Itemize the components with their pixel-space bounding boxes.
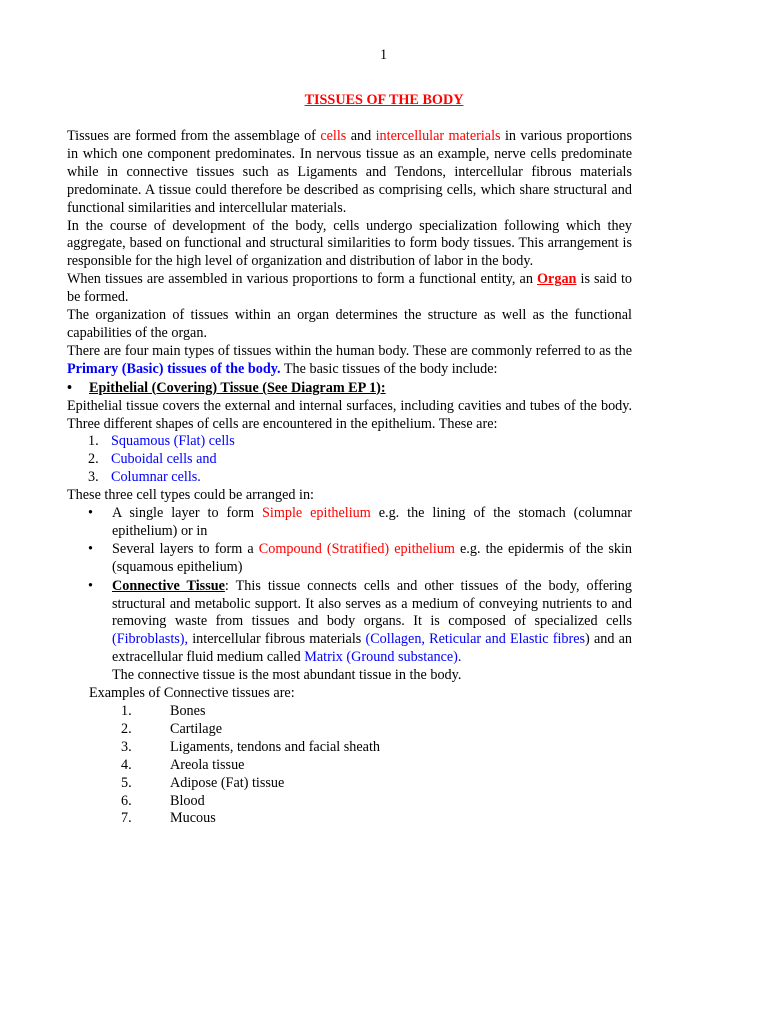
text-run: A single layer to form	[112, 505, 262, 522]
organ-paragraph	[67, 271, 632, 307]
page-number: 1	[380, 47, 388, 63]
list-label: Cartilage	[170, 720, 222, 737]
connective-heading: Connective Tissue	[112, 577, 225, 594]
list-label: Ligaments, tendons and facial sheath	[170, 738, 380, 755]
bullet-icon: •	[88, 577, 93, 594]
text-run: is said to be formed.	[67, 271, 632, 306]
list-number: 5.	[121, 774, 132, 791]
text-run: Several layers to form a	[112, 540, 259, 557]
list-item	[67, 757, 632, 775]
bullet-icon: •	[67, 379, 72, 396]
bullet-icon: •	[88, 505, 93, 522]
bullet-icon: •	[88, 540, 93, 557]
arrangement-intro: These three cell types could be arranged in:	[67, 487, 314, 504]
connective-tissue-item	[67, 578, 632, 668]
text-run: :	[224, 577, 229, 594]
text-run: in various proportions in which one component predominates. In nervous tissue as an example, nerve cells predominate while in connective tissues such as Ligaments and Tendons, intercellular fibrous materials predominate. A tissue could therefore be described as comprising cells, which share structural and functional similarities and intercellular materials.	[67, 128, 632, 216]
cell-shapes-list	[67, 433, 632, 487]
term-simple-epithelium: Simple epithelium	[261, 505, 371, 522]
list-item	[67, 793, 632, 811]
list-number: 2.	[121, 720, 132, 737]
list-item	[67, 721, 632, 739]
list-label: Squamous (Flat) cells	[111, 433, 235, 450]
examples-list	[67, 703, 632, 828]
compound-epithelium-item	[67, 541, 632, 577]
tissue-types-paragraph	[67, 343, 632, 379]
term-compound-epithelium: Compound (Stratified) epithelium	[258, 540, 455, 557]
connective-abundant-note: The connective tissue is the most abundant tissue in the body.	[112, 667, 462, 684]
examples-heading: Examples of Connective tissues are:	[89, 685, 295, 702]
term-primary-tissues: Primary (Basic) tissues of the body.	[67, 360, 281, 377]
list-item	[67, 810, 632, 828]
list-item	[67, 451, 632, 469]
term-collagen-fibres: (Collagen, Reticular and Elastic fibres	[365, 631, 586, 648]
list-item	[67, 775, 632, 793]
list-label: Columnar cells.	[111, 469, 201, 486]
text-run: When tissues are assembled in various proportions to form a functional entity, an	[67, 271, 538, 288]
epithelial-paragraph: Epithelial tissue covers the external and internal surfaces, including cavities and tubes of the body. Three different shapes of cells are encountered in the epithelium. These are:	[67, 397, 632, 432]
document-body	[67, 128, 632, 828]
list-number: 7.	[121, 810, 132, 827]
organization-paragraph: The organization of tissues within an organ determines the structure as well as the functional capabilities of the organ.	[67, 307, 632, 341]
list-item	[67, 703, 632, 721]
text-run: e.g. the lining of the stomach (columnar epithelium) or in	[112, 505, 632, 539]
list-number: 4.	[121, 756, 132, 773]
epithelial-heading	[67, 380, 632, 398]
list-number: 2.	[88, 451, 99, 468]
list-number: 1.	[88, 433, 99, 450]
list-label: Blood	[170, 792, 205, 809]
list-item	[67, 739, 632, 757]
development-paragraph: In the course of development of the body, cells undergo specialization following which they aggregate, based on functional and structural similarities to form body tissues. This arrangement is responsible for the high level of organization and distribution of labor in the body.	[67, 217, 632, 270]
term-cells: cells	[320, 128, 347, 144]
text-run: The basic tissues of the body include:	[280, 360, 498, 377]
simple-epithelium-item	[67, 505, 632, 541]
epithelial-heading-text: Epithelial (Covering) Tissue (See Diagram EP 1):	[89, 379, 386, 396]
list-label: Mucous	[170, 810, 216, 827]
text-run: ) and an extracellular fluid medium called	[112, 631, 632, 666]
list-number: 3.	[88, 469, 99, 486]
term-organ: Organ	[537, 271, 577, 288]
list-number: 3.	[121, 738, 132, 755]
text-run: This tissue connects cells and other tissues of the body, offering structural and metabolic support. It also serves as a medium of conveying nutrients to and removing waste from tissues and body organs. It is composed of specialized cells	[112, 577, 632, 630]
text-run: e.g. the epidermis of the skin (squamous epithelium)	[112, 540, 632, 575]
list-label: Bones	[170, 703, 206, 719]
list-number: 6.	[121, 792, 132, 809]
list-label: Cuboidal cells and	[111, 451, 217, 468]
text-run: intercellular fibrous materials	[188, 631, 366, 648]
list-item	[67, 469, 632, 487]
term-fibroblasts: (Fibroblasts),	[112, 631, 189, 648]
list-number: 1.	[121, 703, 132, 719]
term-intercellular-materials: intercellular materials	[375, 128, 501, 144]
page-title: TISSUES OF THE BODY	[304, 92, 464, 108]
text-run: and	[346, 128, 376, 144]
term-matrix: Matrix (Ground substance).	[304, 649, 462, 666]
list-item	[67, 433, 632, 451]
intro-paragraph	[67, 128, 632, 218]
list-label: Areola tissue	[170, 756, 245, 773]
text-run: There are four main types of tissues within the human body. These are commonly referred to as the	[67, 342, 632, 359]
list-label: Adipose (Fat) tissue	[170, 774, 285, 791]
text-run: Tissues are formed from the assemblage of	[67, 128, 321, 144]
